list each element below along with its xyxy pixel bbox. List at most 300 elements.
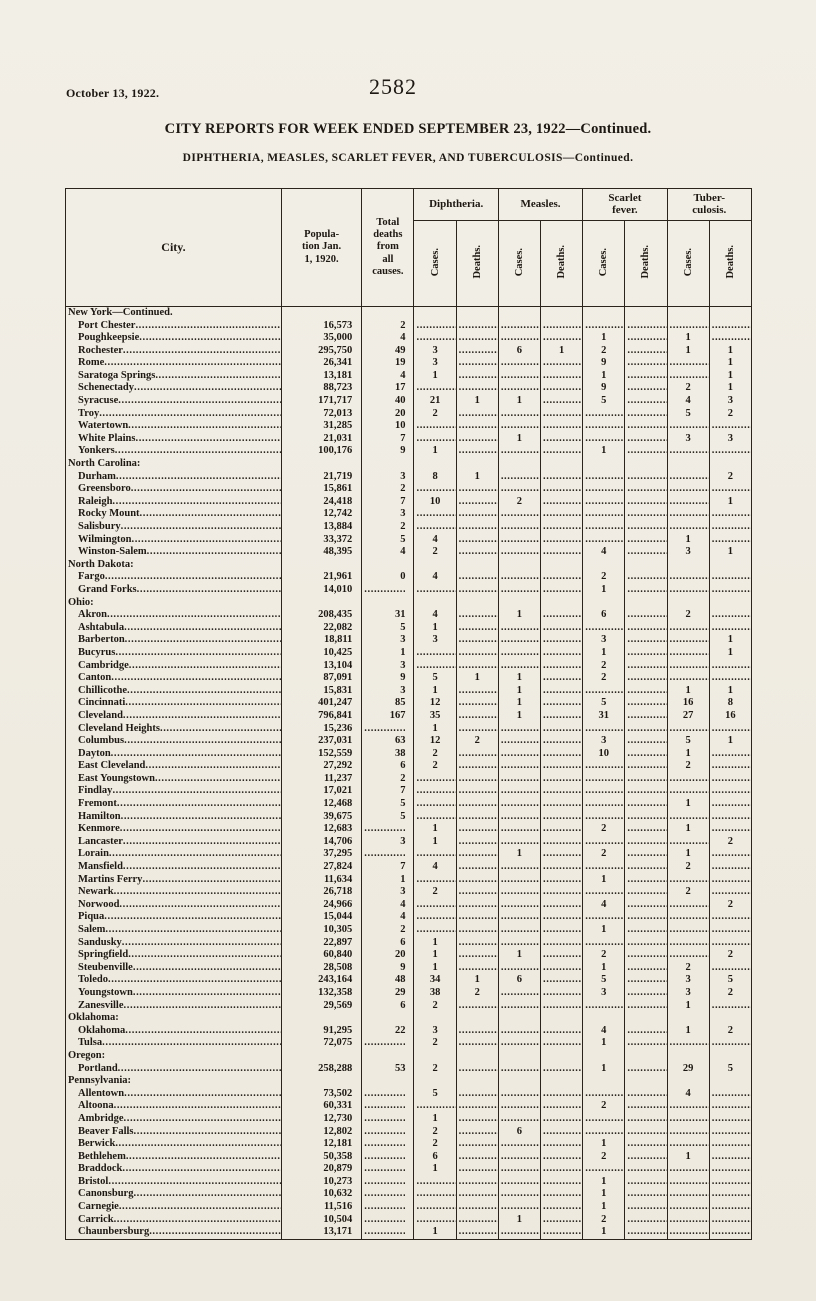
tuberculosis-deaths-cell: 1 [709,546,751,559]
empty-dots [625,370,666,382]
total-deaths-cell: 3 [362,685,414,698]
header-tuberculosis-cases [667,221,709,307]
scarlet-fever-deaths-cell [625,370,667,383]
blank-cell [456,458,498,471]
scarlet-fever-cases-cell: 4 [583,899,625,912]
blank-cell [362,1012,414,1025]
diphtheria-cases-cell: 1 [414,823,456,836]
empty-dots [499,773,540,785]
city-name-wrap [78,1226,281,1238]
tuberculosis-cases-cell: 1 [667,534,709,547]
leader-dots [118,1063,281,1075]
population-cell: 24,966 [281,899,361,912]
measles-cases-cell: 1 [498,710,540,723]
empty-dots [457,622,498,634]
blank-cell [709,1050,751,1063]
diphtheria-cases-cell: 1 [414,370,456,383]
empty-dots [668,911,709,923]
measles-cases-cell [498,911,540,924]
diphtheria-cases-cell [414,911,456,924]
population-cell: 35,000 [281,332,361,345]
city-row [66,546,752,559]
scarlet-fever-cases-cell [583,685,625,698]
total-deaths-cell: 40 [362,395,414,408]
empty-dots [625,534,666,546]
measles-deaths-cell [541,1151,583,1164]
empty-dots [457,1113,498,1125]
leader-dots [134,382,281,394]
empty-dots [499,584,540,596]
tuberculosis-cases-cell: 3 [667,433,709,446]
empty-dots [499,1000,540,1012]
scarlet-fever-cases-cell: 1 [583,1201,625,1214]
city-row [66,722,752,735]
measles-deaths-cell [541,1201,583,1214]
scarlet-fever-cases-cell: 1 [583,924,625,937]
city-name-wrap [78,571,281,583]
diphtheria-deaths-cell [456,1138,498,1151]
population-cell: 12,730 [281,1113,361,1126]
empty-dots [625,660,666,672]
empty-dots [457,660,498,672]
empty-dots [499,1176,540,1188]
scarlet-fever-deaths-cell [625,534,667,547]
empty-dots [457,521,498,533]
city-cell [66,937,282,950]
empty-dots [668,622,709,634]
empty-dots [457,823,498,835]
city-name-wrap [78,647,281,659]
empty-dots [499,1188,540,1200]
measles-deaths-cell [541,949,583,962]
tuberculosis-cases-cell: 2 [667,962,709,975]
city-name-wrap [78,546,281,558]
empty-dots [499,785,540,797]
empty-dots [457,748,498,760]
scarlet-fever-deaths-cell [625,697,667,710]
empty-dots [541,420,582,432]
population-cell: 15,861 [281,483,361,496]
blank-cell [709,1012,751,1025]
empty-dots [457,1214,498,1226]
city-name: Syracuse [78,395,119,407]
scarlet-fever-cases-cell: 1 [583,647,625,660]
empty-dots [499,874,540,886]
city-name-wrap [78,1063,281,1075]
leader-dots [137,584,281,596]
empty-dots [457,874,498,886]
measles-cases-cell [498,785,540,798]
total-deaths-cell: 6 [362,760,414,773]
tuberculosis-deaths-cell: 3 [709,395,751,408]
total-deaths-cell: 1 [362,874,414,887]
city-cell [66,584,282,597]
blank-cell [625,1075,667,1088]
empty-dots [625,496,666,508]
empty-dots [668,672,709,684]
empty-dots [457,420,498,432]
measles-deaths-cell [541,622,583,635]
tuberculosis-deaths-cell [709,962,751,975]
total-deaths-cell [362,1163,414,1176]
tuberculosis-deaths-cell: 2 [709,949,751,962]
empty-dots [668,357,709,369]
empty-dots [414,332,455,344]
empty-dots [625,987,666,999]
city-name-wrap [78,1163,281,1175]
tuberculosis-deaths-cell [709,748,751,761]
empty-dots [541,836,582,848]
leader-dots [123,710,281,722]
population-cell: 132,358 [281,987,361,1000]
city-row [66,836,752,849]
scarlet-fever-deaths-cell [625,798,667,811]
total-deaths-cell: 7 [362,785,414,798]
empty-dots [414,1176,455,1188]
diphtheria-deaths-cell [456,710,498,723]
empty-dots [541,937,582,949]
measles-cases-cell [498,1062,540,1075]
measles-deaths-cell: 1 [541,345,583,358]
city-name-wrap [78,962,281,974]
scarlet-fever-deaths-cell [625,987,667,1000]
measles-deaths-cell [541,420,583,433]
population-cell: 13,104 [281,659,361,672]
city-name: Newark [78,886,114,898]
empty-dots [625,420,666,432]
diphtheria-deaths-cell: 1 [456,672,498,685]
empty-dots [457,1163,498,1175]
empty-dots [625,1100,666,1112]
leader-dots [124,735,281,747]
empty-dots [541,332,582,344]
population-cell: 72,075 [281,1037,361,1050]
diphtheria-cases-cell: 1 [414,836,456,849]
empty-dots [583,886,624,898]
empty-dots [625,332,666,344]
measles-deaths-cell [541,483,583,496]
empty-dots [625,1226,666,1238]
diphtheria-deaths-cell [456,420,498,433]
measles-deaths-cell [541,496,583,509]
scarlet-fever-cases-cell [583,798,625,811]
tuberculosis-deaths-cell [709,848,751,861]
empty-dots [457,433,498,445]
leader-dots [118,395,281,407]
total-deaths-cell: 10 [362,420,414,433]
diphtheria-deaths-cell [456,1188,498,1201]
empty-dots [499,861,540,873]
city-row [66,521,752,534]
tuberculosis-deaths-cell: 8 [709,697,751,710]
diphtheria-cases-cell [414,1100,456,1113]
city-cell [66,1062,282,1075]
tuberculosis-cases-cell [667,899,709,912]
empty-dots [625,609,666,621]
diphtheria-cases-cell [414,874,456,887]
city-name: Winston-Salem [78,546,147,558]
empty-dots [710,785,751,797]
city-cell [66,1188,282,1201]
tuberculosis-deaths-cell: 2 [709,1025,751,1038]
empty-dots [499,1163,540,1175]
city-row [66,357,752,370]
city-name-wrap [78,634,281,646]
total-deaths-cell [362,1188,414,1201]
city-row [66,1176,752,1189]
city-cell [66,1201,282,1214]
measles-cases-cell [498,483,540,496]
empty-dots [668,1226,709,1238]
diphtheria-deaths-cell [456,345,498,358]
diphtheria-deaths-cell [456,685,498,698]
diphtheria-deaths-cell [456,584,498,597]
blank-cell [541,1050,583,1063]
city-cell [66,496,282,509]
scarlet-fever-deaths-cell [625,420,667,433]
population-cell: 22,897 [281,937,361,950]
city-cell [66,571,282,584]
diphtheria-deaths-cell [456,1226,498,1239]
empty-dots [414,521,455,533]
empty-dots [499,1088,540,1100]
page-number: 2582 [369,74,417,99]
tuberculosis-cases-cell [667,1163,709,1176]
city-name: Cambridge [78,659,129,671]
city-name: Durham [78,470,116,482]
scarlet-fever-cases-cell [583,861,625,874]
scarlet-fever-deaths-cell [625,634,667,647]
city-name-wrap [78,345,281,357]
city-cell [66,861,282,874]
city-name-wrap [78,622,281,634]
empty-dots [668,370,709,382]
diphtheria-deaths-cell [456,622,498,635]
blank-cell [583,1075,625,1088]
city-name: Dayton [78,747,111,759]
city-name-wrap [78,949,281,961]
rotated-label: Deaths. [640,245,652,279]
measles-deaths-cell [541,1214,583,1227]
tuberculosis-deaths-cell [709,1214,751,1227]
diphtheria-deaths-cell [456,937,498,950]
empty-dots [362,584,405,596]
scarlet-fever-cases-cell [583,496,625,509]
total-deaths-cell: 3 [362,471,414,484]
city-row [66,874,752,887]
leader-dots [119,1201,281,1213]
measles-deaths-cell [541,1100,583,1113]
city-name-wrap [78,886,281,898]
measles-deaths-cell [541,521,583,534]
empty-dots [414,483,455,495]
measles-deaths-cell [541,848,583,861]
header-scarlet-fever-cases [583,221,625,307]
diphtheria-cases-cell [414,319,456,332]
empty-dots [414,320,455,332]
city-name: Tulsa [78,1037,103,1049]
population-cell: 16,573 [281,319,361,332]
empty-dots [625,748,666,760]
empty-dots [583,622,624,634]
tuberculosis-deaths-cell: 1 [709,647,751,660]
rotated-label: Deaths. [471,245,483,279]
empty-dots [362,1113,405,1125]
scarlet-fever-cases-cell [583,1163,625,1176]
tuberculosis-deaths-cell [709,785,751,798]
total-deaths-cell: 48 [362,974,414,987]
city-cell [66,735,282,748]
city-name-wrap [78,1188,281,1200]
city-cell [66,899,282,912]
city-name-wrap [78,773,281,785]
scarlet-fever-cases-cell [583,911,625,924]
city-cell [66,408,282,421]
city-name: Rocky Mount [78,508,140,520]
city-name: Salisbury [78,521,121,532]
city-name: Lorain [78,848,109,860]
city-name-wrap [78,823,281,835]
tuberculosis-cases-cell [667,659,709,672]
tuberculosis-cases-cell [667,370,709,383]
tuberculosis-cases-cell [667,647,709,660]
blank-cell [456,559,498,572]
city-cell [66,634,282,647]
tuberculosis-deaths-cell [709,534,751,547]
tuberculosis-deaths-cell: 2 [709,408,751,421]
empty-dots [583,723,624,735]
measles-deaths-cell [541,659,583,672]
city-row [66,345,752,358]
diphtheria-deaths-cell [456,1100,498,1113]
leader-dots [123,345,281,357]
tuberculosis-cases-cell: 2 [667,886,709,899]
population-cell: 48,395 [281,546,361,559]
city-row [66,697,752,710]
empty-dots [668,1163,709,1175]
empty-dots [625,811,666,823]
diphtheria-deaths-cell [456,785,498,798]
measles-deaths-cell [541,382,583,395]
empty-dots [457,760,498,772]
empty-dots [541,433,582,445]
total-deaths-cell [362,722,414,735]
tuberculosis-cases-cell [667,836,709,849]
leader-dots [115,647,281,659]
tuberculosis-cases-cell [667,1226,709,1239]
city-name-wrap [78,445,281,457]
leader-dots [126,1151,281,1163]
city-name: Berwick [78,1138,116,1150]
empty-dots [457,534,498,546]
empty-dots [668,811,709,823]
leader-dots [127,685,281,697]
diphtheria-cases-cell: 4 [414,609,456,622]
city-name: Rochester [78,344,123,356]
total-deaths-cell: 6 [362,999,414,1012]
diphtheria-cases-cell: 1 [414,962,456,975]
leader-dots [155,773,281,785]
population-cell: 88,723 [281,382,361,395]
city-name-wrap [78,987,281,999]
city-row [66,1138,752,1151]
tuberculosis-deaths-cell [709,911,751,924]
population-cell: 171,717 [281,395,361,408]
empty-dots [710,798,751,810]
measles-deaths-cell [541,609,583,622]
tuberculosis-deaths-cell [709,874,751,887]
population-cell: 14,010 [281,584,361,597]
empty-dots [541,748,582,760]
tuberculosis-deaths-cell [709,1138,751,1151]
empty-dots [710,420,751,432]
population-cell: 31,285 [281,420,361,433]
tuberculosis-cases-cell: 3 [667,974,709,987]
empty-dots [668,1126,709,1138]
diphtheria-cases-cell: 1 [414,1113,456,1126]
blank-cell [456,1075,498,1088]
empty-dots [414,785,455,797]
empty-dots [541,962,582,974]
empty-dots [414,874,455,886]
diphtheria-cases-cell: 1 [414,1163,456,1176]
tuberculosis-deaths-cell: 2 [709,899,751,912]
population-cell: 50,358 [281,1151,361,1164]
total-deaths-cell: 29 [362,987,414,1000]
blank-cell [281,1012,361,1025]
empty-dots [625,937,666,949]
diphtheria-deaths-cell [456,1163,498,1176]
empty-dots [362,1176,405,1188]
empty-dots [583,1126,624,1138]
tuberculosis-deaths-cell [709,420,751,433]
city-cell [66,748,282,761]
city-name: Yonkers [78,445,115,457]
empty-dots [710,1226,751,1238]
total-deaths-cell: 3 [362,886,414,899]
measles-deaths-cell [541,1188,583,1201]
total-deaths-cell: 9 [362,962,414,975]
empty-dots [625,1063,666,1075]
measles-cases-cell [498,962,540,975]
measles-cases-cell [498,1151,540,1164]
empty-dots [541,710,582,722]
empty-dots [362,1100,405,1112]
measles-cases-cell [498,899,540,912]
measles-deaths-cell [541,1113,583,1126]
empty-dots [457,647,498,659]
scarlet-fever-deaths-cell [625,1025,667,1038]
empty-dots [541,899,582,911]
scarlet-fever-cases-cell: 1 [583,962,625,975]
empty-dots [710,584,751,596]
total-deaths-cell: 20 [362,408,414,421]
rotated-label: Cases. [682,247,694,277]
empty-dots [668,1037,709,1049]
empty-dots [710,1188,751,1200]
measles-deaths-cell [541,823,583,836]
population-cell: 24,418 [281,496,361,509]
empty-dots [710,320,751,332]
empty-dots [625,697,666,709]
total-deaths-cell [362,823,414,836]
tuberculosis-deaths-cell: 2 [709,987,751,1000]
empty-dots [583,471,624,483]
city-name: Oklahoma [78,1024,126,1036]
empty-dots [625,886,666,898]
diphtheria-cases-cell: 6 [414,1151,456,1164]
city-row [66,848,752,861]
